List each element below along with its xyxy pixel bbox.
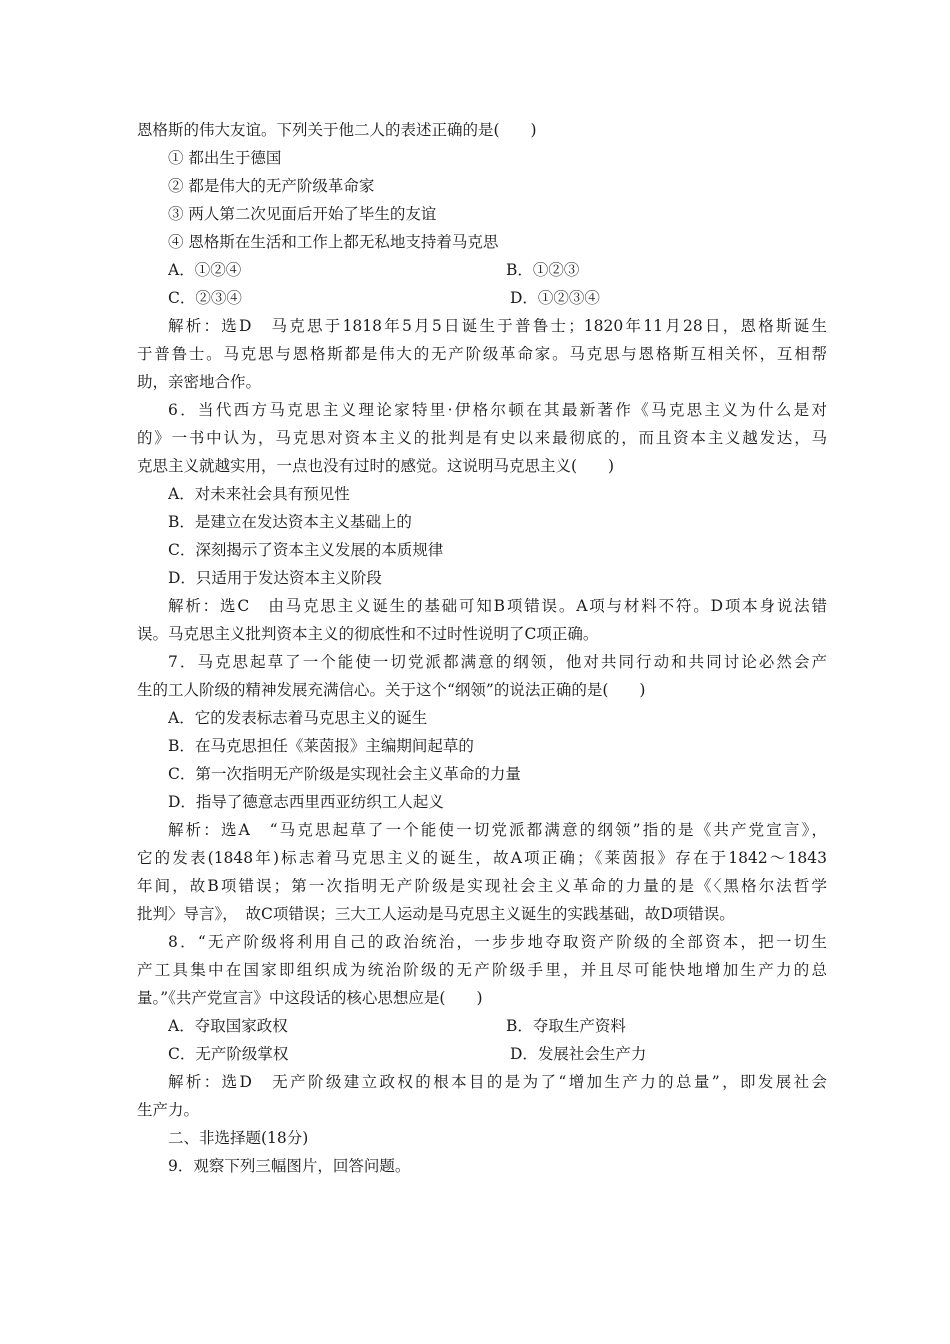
analysis-line: 助，亲密地合作。 [137,373,262,391]
option-c: C．深刻揭示了资本主义发展的本质规律 [168,541,444,559]
question-8-line: 产工具集中在国家即组织成为统治阶级的无产阶级手里，并且尽可能快地增加生产力的总 [137,961,827,979]
option-c: C．第一次指明无产阶级是实现社会主义革命的力量 [168,765,521,783]
option-c: C．无产阶级掌权 [168,1045,289,1063]
text-line: 恩格斯的伟大友谊。下列关于他二人的表述正确的是( ) [137,121,537,139]
question-9-line: 9．观察下列三幅图片，回答问题。 [168,1157,411,1175]
option-a: A．它的发表标志着马克思主义的诞生 [168,709,428,727]
question-6-line: 6．当代西方马克思主义理论家特里·伊格尔顿在其最新著作《马克思主义为什么是对 [168,401,827,419]
analysis-line: 它的发表(1848年)标志着马克思主义的诞生，故A项正确；《莱茵报》存在于1842～1843 [137,849,827,867]
question-6-line: 的》一书中认为，马克思对资本主义的批判是有史以来最彻底的，而且资本主义越发达，马 [137,429,827,447]
analysis-line: 年间，故B项错误；第一次指明无产阶级是实现社会主义革命的力量的是《〈黑格尔法哲学 [137,877,827,895]
statement-4: ④ 恩格斯在生活和工作上都无私地支持着马克思 [168,233,499,251]
question-8-line: 量。”《共产党宣言》中这段话的核心思想应是( ) [137,989,483,1007]
option-d: D．只适用于发达资本主义阶段 [168,569,382,587]
option-b: B．是建立在发达资本主义基础上的 [168,513,412,531]
question-7-line: 生的工人阶级的精神发展充满信心。关于这个“纲领”的说法正确的是( ) [137,681,646,699]
option-a: A．夺取国家政权 [168,1017,288,1035]
analysis-line: 解析：选D 马克思于1818年5月5日诞生于普鲁士；1820年11月28日，恩格斯诞生 [168,317,827,335]
statement-2: ② 都是伟大的无产阶级革命家 [168,177,375,195]
option-d: D．发展社会生产力 [510,1045,647,1063]
question-7-line: 7．马克思起草了一个能使一切党派都满意的纲领，他对共同行动和共同讨论必然会产 [168,653,827,671]
statement-1: ① 都出生于德国 [168,149,282,167]
option-d: D．①②③④ [510,289,600,307]
analysis-line: 生产力。 [137,1101,200,1119]
option-d: D．指导了德意志西里西亚纺织工人起义 [168,793,444,811]
question-8-line: 8．“无产阶级将利用自己的政治统治，一步步地夺取资产阶级的全部资本，把一切生 [168,933,827,951]
analysis-line: 于普鲁士。马克思与恩格斯都是伟大的无产阶级革命家。马克思与恩格斯互相关怀，互相帮 [137,345,827,363]
option-c: C．②③④ [168,289,242,307]
analysis-line: 批判〉导言》， 故C项错误；三大工人运动是马克思主义诞生的实践基础，故D项错误。 [137,905,735,923]
option-a: A．对未来社会具有预见性 [168,485,350,503]
question-6-line: 克思主义就越实用，一点也没有过时的感觉。这说明马克思主义( ) [137,457,615,475]
option-b: B．夺取生产资料 [506,1017,626,1035]
statement-3: ③ 两人第二次见面后开始了毕生的友谊 [168,205,437,223]
analysis-line: 解析：选A “马克思起草了一个能使一切党派都满意的纲领”指的是《共产党宣言》， [168,821,827,839]
option-b: B．在马克思担任《莱茵报》主编期间起草的 [168,737,474,755]
analysis-line: 解析：选D 无产阶级建立政权的根本目的是为了“增加生产力的总量”，即发展社会 [168,1073,827,1091]
analysis-line: 解析：选C 由马克思主义诞生的基础可知B项错误。A项与材料不符。D项本身说法错 [168,597,827,615]
analysis-line: 误。马克思主义批判资本主义的彻底性和不过时性说明了C项正确。 [137,625,599,643]
option-a: A．①②④ [168,261,242,279]
option-b: B．①②③ [506,261,580,279]
section-heading: 二、非选择题(18分) [168,1129,309,1147]
